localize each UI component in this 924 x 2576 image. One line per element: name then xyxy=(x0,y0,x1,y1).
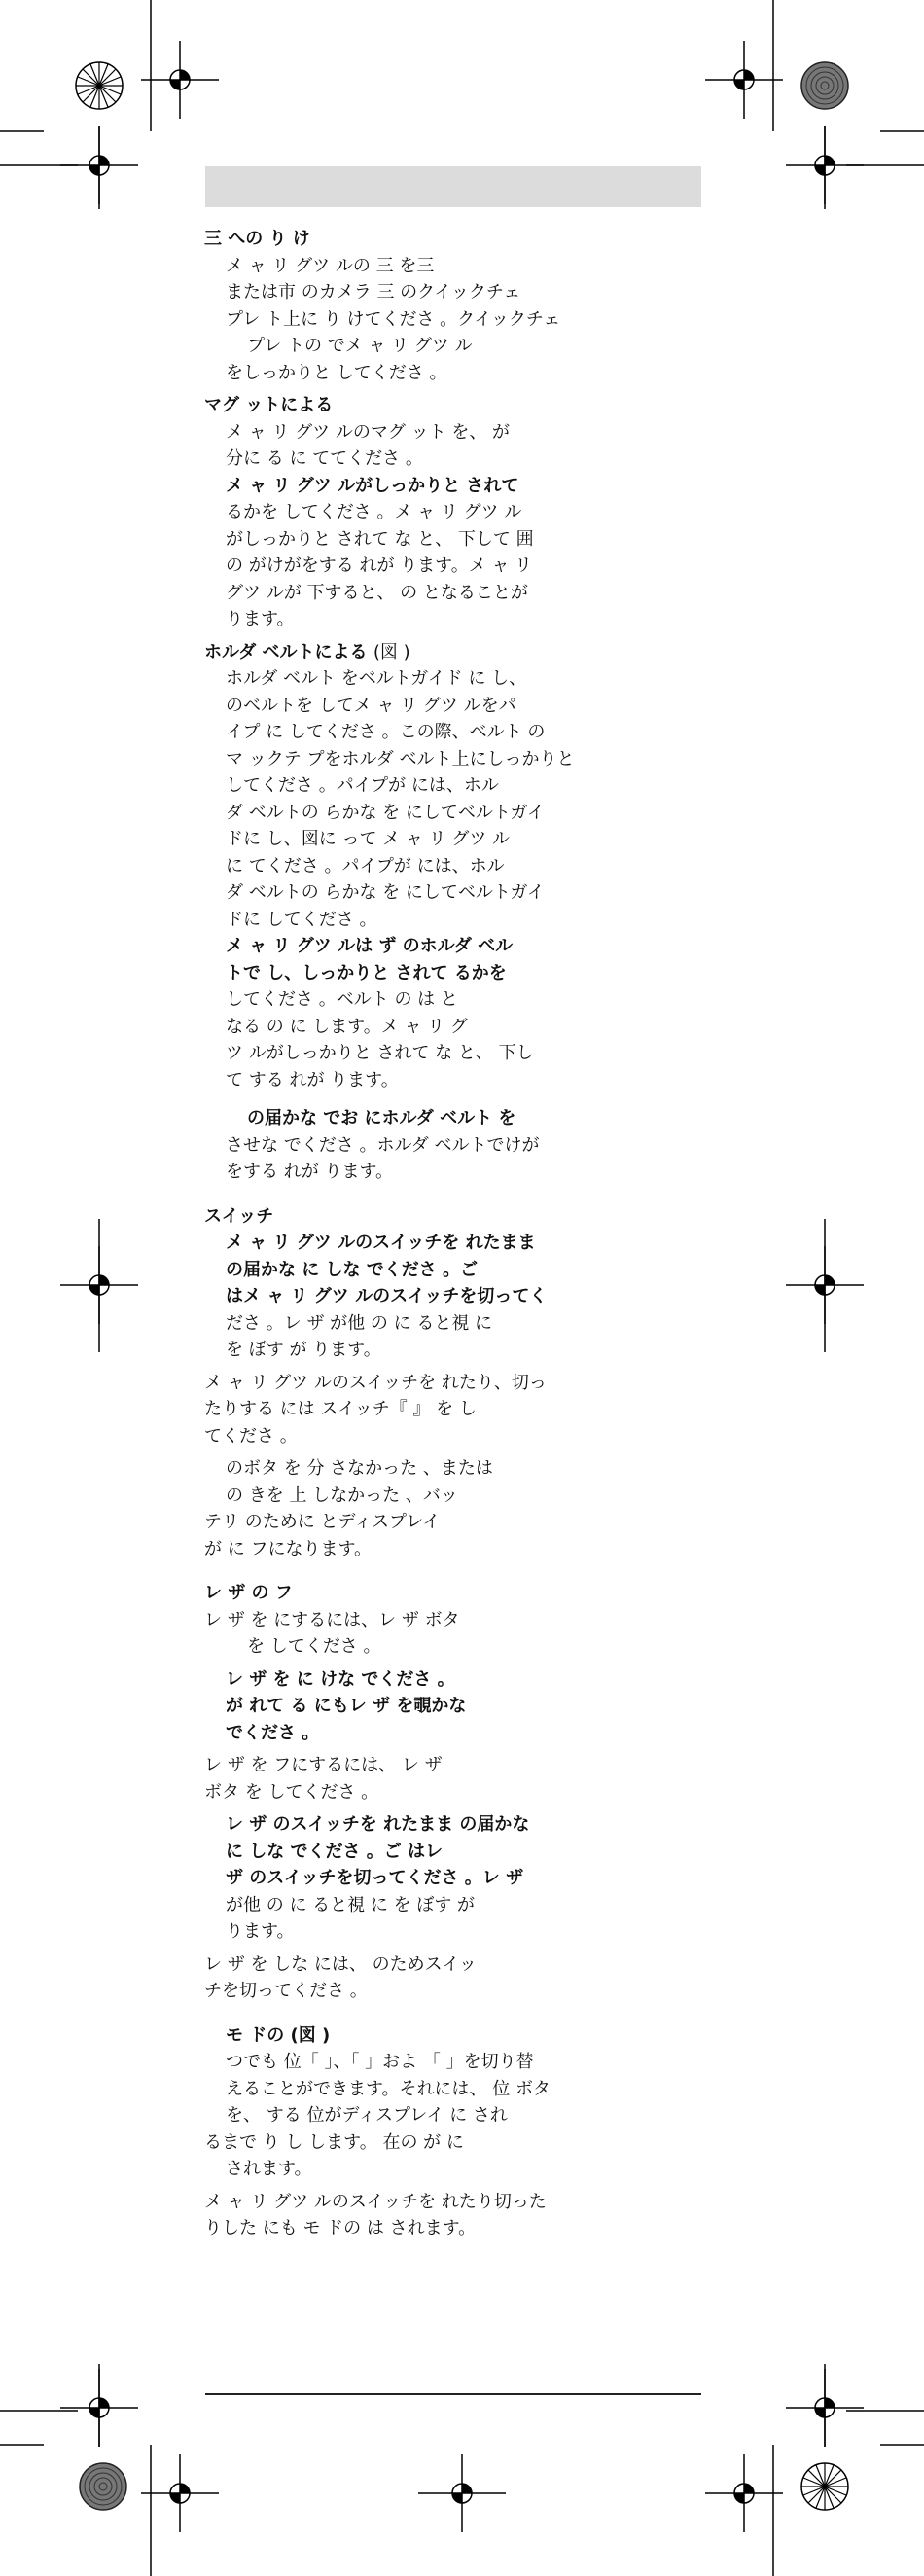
paragraph-line: りした にも モ ドの は されます。 xyxy=(204,2218,477,2238)
paragraph-line: て する れが ります。 xyxy=(226,1069,399,1091)
warning-line: でくださ 。 xyxy=(226,1722,320,1743)
paragraph-line: グツ ルが 下すると、 の となることが xyxy=(226,582,528,603)
crosshair-target-icon xyxy=(786,2369,864,2447)
paragraph-line: させな でくださ 。ホルダ ベルトでけが xyxy=(226,1134,540,1156)
crosshair-target-icon xyxy=(786,1246,864,1324)
paragraph-line: チを切ってくださ 。 xyxy=(204,1981,368,2001)
paragraph-line: を、 する 位がディスプレイ に され xyxy=(226,2105,508,2126)
paragraph-line: たりする には スイッチ『 』 を し xyxy=(204,1399,477,1419)
paragraph-line: るかを してくださ 。メ ャ リ グツ ル xyxy=(226,502,522,522)
paragraph-line: のベルトを してメ ャ リ グツ ルをパ xyxy=(226,695,516,716)
paragraph-line: をする れが ります。 xyxy=(226,1162,394,1182)
registration-disc-icon xyxy=(74,60,124,111)
paragraph-line: ツ ルがしっかりと されて な と、 下し xyxy=(226,1043,534,1063)
paragraph-line: テリ のために とディスプレイ xyxy=(204,1512,441,1532)
warning-line: レ ザ を に けな でくださ 。 xyxy=(226,1668,455,1690)
paragraph-line: プレ ト上に り けてくださ 。クイックチェ xyxy=(226,308,561,330)
paragraph-line: の きを 上 しなかった 、バッ xyxy=(226,1485,458,1506)
paragraph-line: をしっかりと してくださ 。 xyxy=(226,362,447,383)
paragraph-line: ドに し、図に って メ ャ リ グツ ル xyxy=(226,829,511,849)
section-heading: マグ ットによる xyxy=(204,395,334,415)
crosshair-target-icon xyxy=(141,41,219,119)
paragraph-line: のボタ を 分 さなかった 、または xyxy=(226,1458,493,1479)
registration-disc-icon xyxy=(78,2461,128,2512)
warning-line: ザ のスイッチを切ってくださ 。レ ザ xyxy=(226,1868,524,1888)
header-bar xyxy=(205,166,701,207)
paragraph-line: ださ 。レ ザ が他 の に ると視 に xyxy=(226,1312,493,1334)
paragraph-line: メ ャ リ グツ ルのマグ ット を、 が xyxy=(226,421,511,443)
warning-line: はメ ャ リ グツ ルのスイッチを切ってく xyxy=(226,1286,548,1306)
warning-line: の届かな でお にホルダ ベルト を xyxy=(247,1108,516,1128)
paragraph-line: の がけがをする れが ります。メ ャ リ xyxy=(226,555,533,576)
paragraph-line: が他 の に ると視 に を ぼす が xyxy=(226,1894,476,1915)
paragraph-line: てくださ 。 xyxy=(204,1425,298,1447)
footer-rule xyxy=(205,2393,701,2395)
paragraph-line: メ ャ リ グツ ルの 三 を三 xyxy=(226,255,435,276)
paragraph-line: または市 のカメラ 三 のクイックチェ xyxy=(226,282,521,303)
section-heading: レ ザ の フ xyxy=(204,1583,293,1603)
registration-disc-icon xyxy=(800,60,850,111)
warning-line: メ ャ リ グツ ルは ず のホルダ ベル xyxy=(226,936,514,956)
paragraph-line: レ ザ を しな には、 のためスイッ xyxy=(204,1953,477,1975)
figure-ref: (図 ) xyxy=(373,641,410,662)
paragraph-line: メ ャ リ グツ ルのスイッチを れたり、切っ xyxy=(204,1372,547,1393)
paragraph-line: つでも 位「 」、「 」およ 「 」を切り替 xyxy=(226,2052,534,2072)
crosshair-target-icon xyxy=(60,2369,138,2447)
crosshair-target-icon xyxy=(705,2454,783,2532)
paragraph-line: レ ザ を フにするには、 レ ザ xyxy=(204,1755,443,1775)
page-body xyxy=(204,220,702,2242)
paragraph-line: を ぼす が ります。 xyxy=(226,1340,381,1360)
warning-line: メ ャ リ グツ ルがしっかりと されて xyxy=(226,475,519,496)
crosshair-target-icon xyxy=(141,2454,219,2532)
paragraph-line: ります。 xyxy=(226,1921,295,1942)
section-heading: スイッチ xyxy=(204,1205,274,1227)
paragraph-line: えることができます。それには、 位 ボタ xyxy=(226,2078,551,2099)
warning-line: メ ャ リ グツ ルのスイッチを れたまま xyxy=(226,1233,536,1253)
paragraph-line: ダ ベルトの らかな を にしてベルトガイ xyxy=(226,882,545,903)
paragraph-line: に てくださ 。パイプが には、ホル xyxy=(226,855,505,877)
crosshair-target-icon xyxy=(60,126,138,204)
warning-line: が れて る にもレ ザ を覗かな xyxy=(226,1696,467,1716)
section-heading xyxy=(204,639,702,666)
paragraph-line: ホルダ ベルト をベルトガイド に し、 xyxy=(226,668,527,689)
warning-line: の届かな に しな でくださ 。ご xyxy=(226,1259,479,1280)
section-heading: 三 への り け xyxy=(204,229,310,249)
paragraph-line: レ ザ を にするには、レ ザ ボタ xyxy=(204,1609,460,1630)
warning-line: トで し、しっかりと されて るかを xyxy=(226,962,507,984)
section-heading-text: ホルダ ベルトによる xyxy=(204,641,368,662)
paragraph-line: ボタ を してくださ 。 xyxy=(204,1781,379,1803)
paragraph-line: メ ャ リ グツ ルのスイッチを れたり切った xyxy=(204,2191,547,2212)
paragraph-line: るまで り し します。 在の が に xyxy=(204,2131,464,2153)
paragraph-line: 分に る に ててくださ 。 xyxy=(226,448,423,469)
warning-line: に しな でくださ 。ご はレ xyxy=(226,1841,444,1862)
crosshair-target-icon xyxy=(705,41,783,119)
crosshair-target-icon xyxy=(786,126,864,204)
paragraph-line: がしっかりと されて な と、 下して 囲 xyxy=(226,528,534,550)
section-heading: モ ドの (図 ) xyxy=(226,2024,331,2046)
paragraph-line: ダ ベルトの らかな を にしてベルトガイ xyxy=(226,802,545,823)
paragraph-line: ドに してくださ 。 xyxy=(226,909,377,930)
paragraph-line: イプ に してくださ 。この際、ベルト の xyxy=(226,722,546,742)
paragraph-line: してくださ 。ベルト の は と xyxy=(226,989,458,1010)
paragraph-line: なる の に します。メ ャ リ グ xyxy=(226,1016,468,1037)
crosshair-target-icon xyxy=(60,1246,138,1324)
paragraph-line: ります。 xyxy=(226,609,295,629)
crosshair-target-icon xyxy=(418,2454,506,2532)
paragraph-line: されます。 xyxy=(226,2159,312,2179)
paragraph-line: が に フになります。 xyxy=(204,1538,373,1559)
warning-line: レ ザ のスイッチを れたまま の届かな xyxy=(226,1814,530,1835)
paragraph-line: マ ックテ プをホルダ ベルト上にしっかりと xyxy=(226,748,575,769)
registration-disc-icon xyxy=(800,2461,850,2512)
paragraph-line: プレ トの でメ ャ リ グツ ル xyxy=(247,336,473,356)
paragraph-line: を してくださ 。 xyxy=(247,1636,381,1657)
paragraph-line: してくださ 。パイプが には、ホル xyxy=(226,775,499,796)
